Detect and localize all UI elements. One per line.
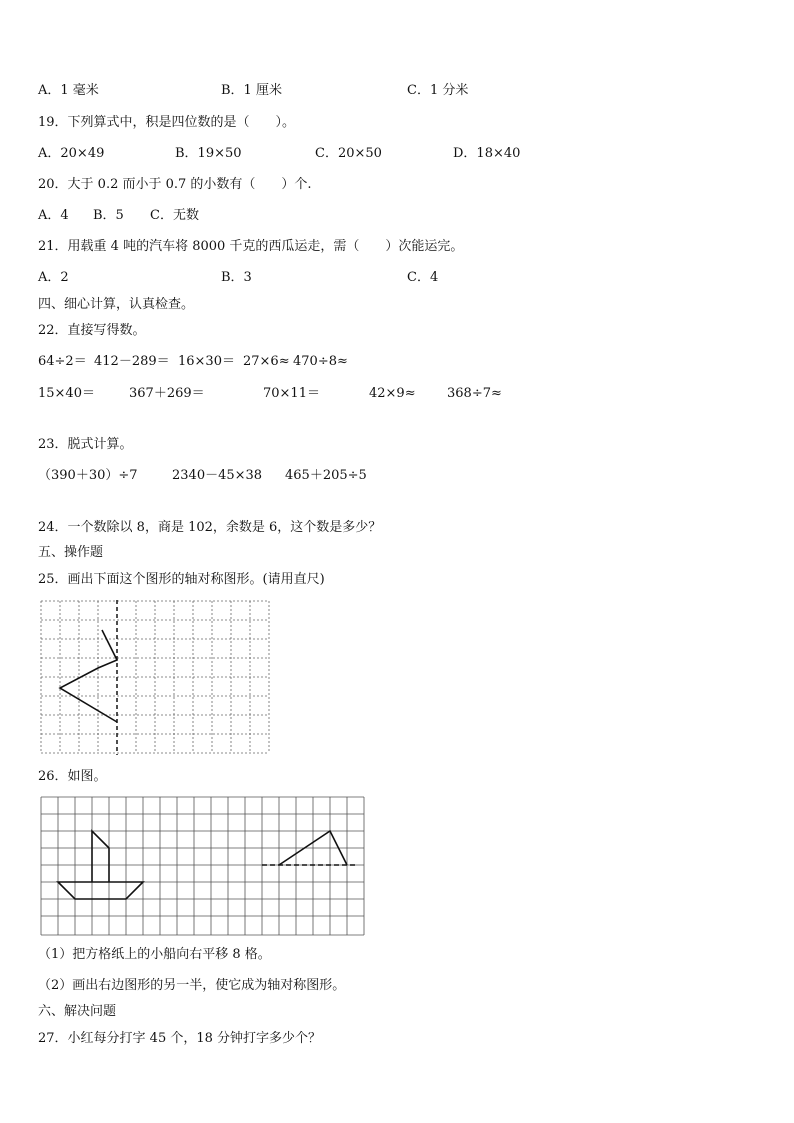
- q26-boat-grid-figure: [40, 796, 366, 938]
- q19-stem: 19．下列算式中，积是四位数的是（ ）。: [38, 115, 296, 130]
- q23-item: 2340－45×38: [172, 468, 263, 483]
- q22-item: 412－289＝: [94, 354, 170, 369]
- q18-option-a: A．1 毫米: [38, 83, 99, 98]
- section-4-heading: 四、细心计算，认真检查。: [38, 297, 195, 312]
- q22-item: 42×9≈: [369, 386, 416, 401]
- q18-option-b: B．1 厘米: [221, 83, 282, 98]
- q23-item: 465＋205÷5: [285, 468, 367, 483]
- q26-stem: 26．如图。: [38, 769, 107, 784]
- q20-stem: 20．大于 0.2 而小于 0.7 的小数有（ ）个.: [38, 177, 312, 192]
- q18-option-c: C．1 分米: [407, 83, 469, 98]
- q22-item: 470÷8≈: [293, 354, 348, 369]
- q26-sub1: （1）把方格纸上的小船向右平移 8 格。: [38, 947, 271, 962]
- q20-option-b: B．5: [93, 208, 124, 223]
- q21-option-b: B．3: [221, 270, 252, 285]
- q24-stem: 24．一个数除以 8，商是 102，余数是 6，这个数是多少？: [38, 520, 382, 535]
- q22-stem: 22．直接写得数。: [38, 323, 146, 338]
- q20-option-c: C．无数: [150, 208, 199, 223]
- q19-option-c: C．20×50: [315, 146, 382, 161]
- q21-stem: 21．用载重 4 吨的汽车将 8000 千克的西瓜运走，需（ ）次能运完。: [38, 239, 464, 254]
- q23-item: （390＋30）÷7: [38, 468, 138, 483]
- q22-item: 367＋269＝: [129, 386, 205, 401]
- q22-item: 15×40＝: [38, 386, 95, 401]
- q26-sub2: （2）画出右边图形的另一半，使它成为轴对称图形。: [38, 978, 346, 993]
- q22-item: 70×11＝: [263, 386, 320, 401]
- q22-item: 27×6≈: [243, 354, 290, 369]
- q20-option-a: A．4: [38, 208, 69, 223]
- q21-option-c: C．4: [407, 270, 439, 285]
- section-6-heading: 六、解决问题: [38, 1004, 117, 1019]
- q27-stem: 27．小红每分打字 45 个，18 分钟打字多少个？: [38, 1031, 322, 1046]
- q22-item: 64÷2＝: [38, 354, 87, 369]
- q21-option-a: A．2: [38, 270, 69, 285]
- q23-stem: 23．脱式计算。: [38, 437, 133, 452]
- q22-item: 368÷7≈: [447, 386, 502, 401]
- q19-option-d: D．18×40: [453, 146, 521, 161]
- q25-stem: 25．画出下面这个图形的轴对称图形。(请用直尺): [38, 572, 325, 587]
- section-5-heading: 五、操作题: [38, 545, 104, 560]
- q19-option-a: A．20×49: [38, 146, 105, 161]
- q22-item: 16×30＝: [178, 354, 235, 369]
- q19-option-b: B．19×50: [175, 146, 242, 161]
- q25-symmetry-grid-figure: [40, 600, 272, 756]
